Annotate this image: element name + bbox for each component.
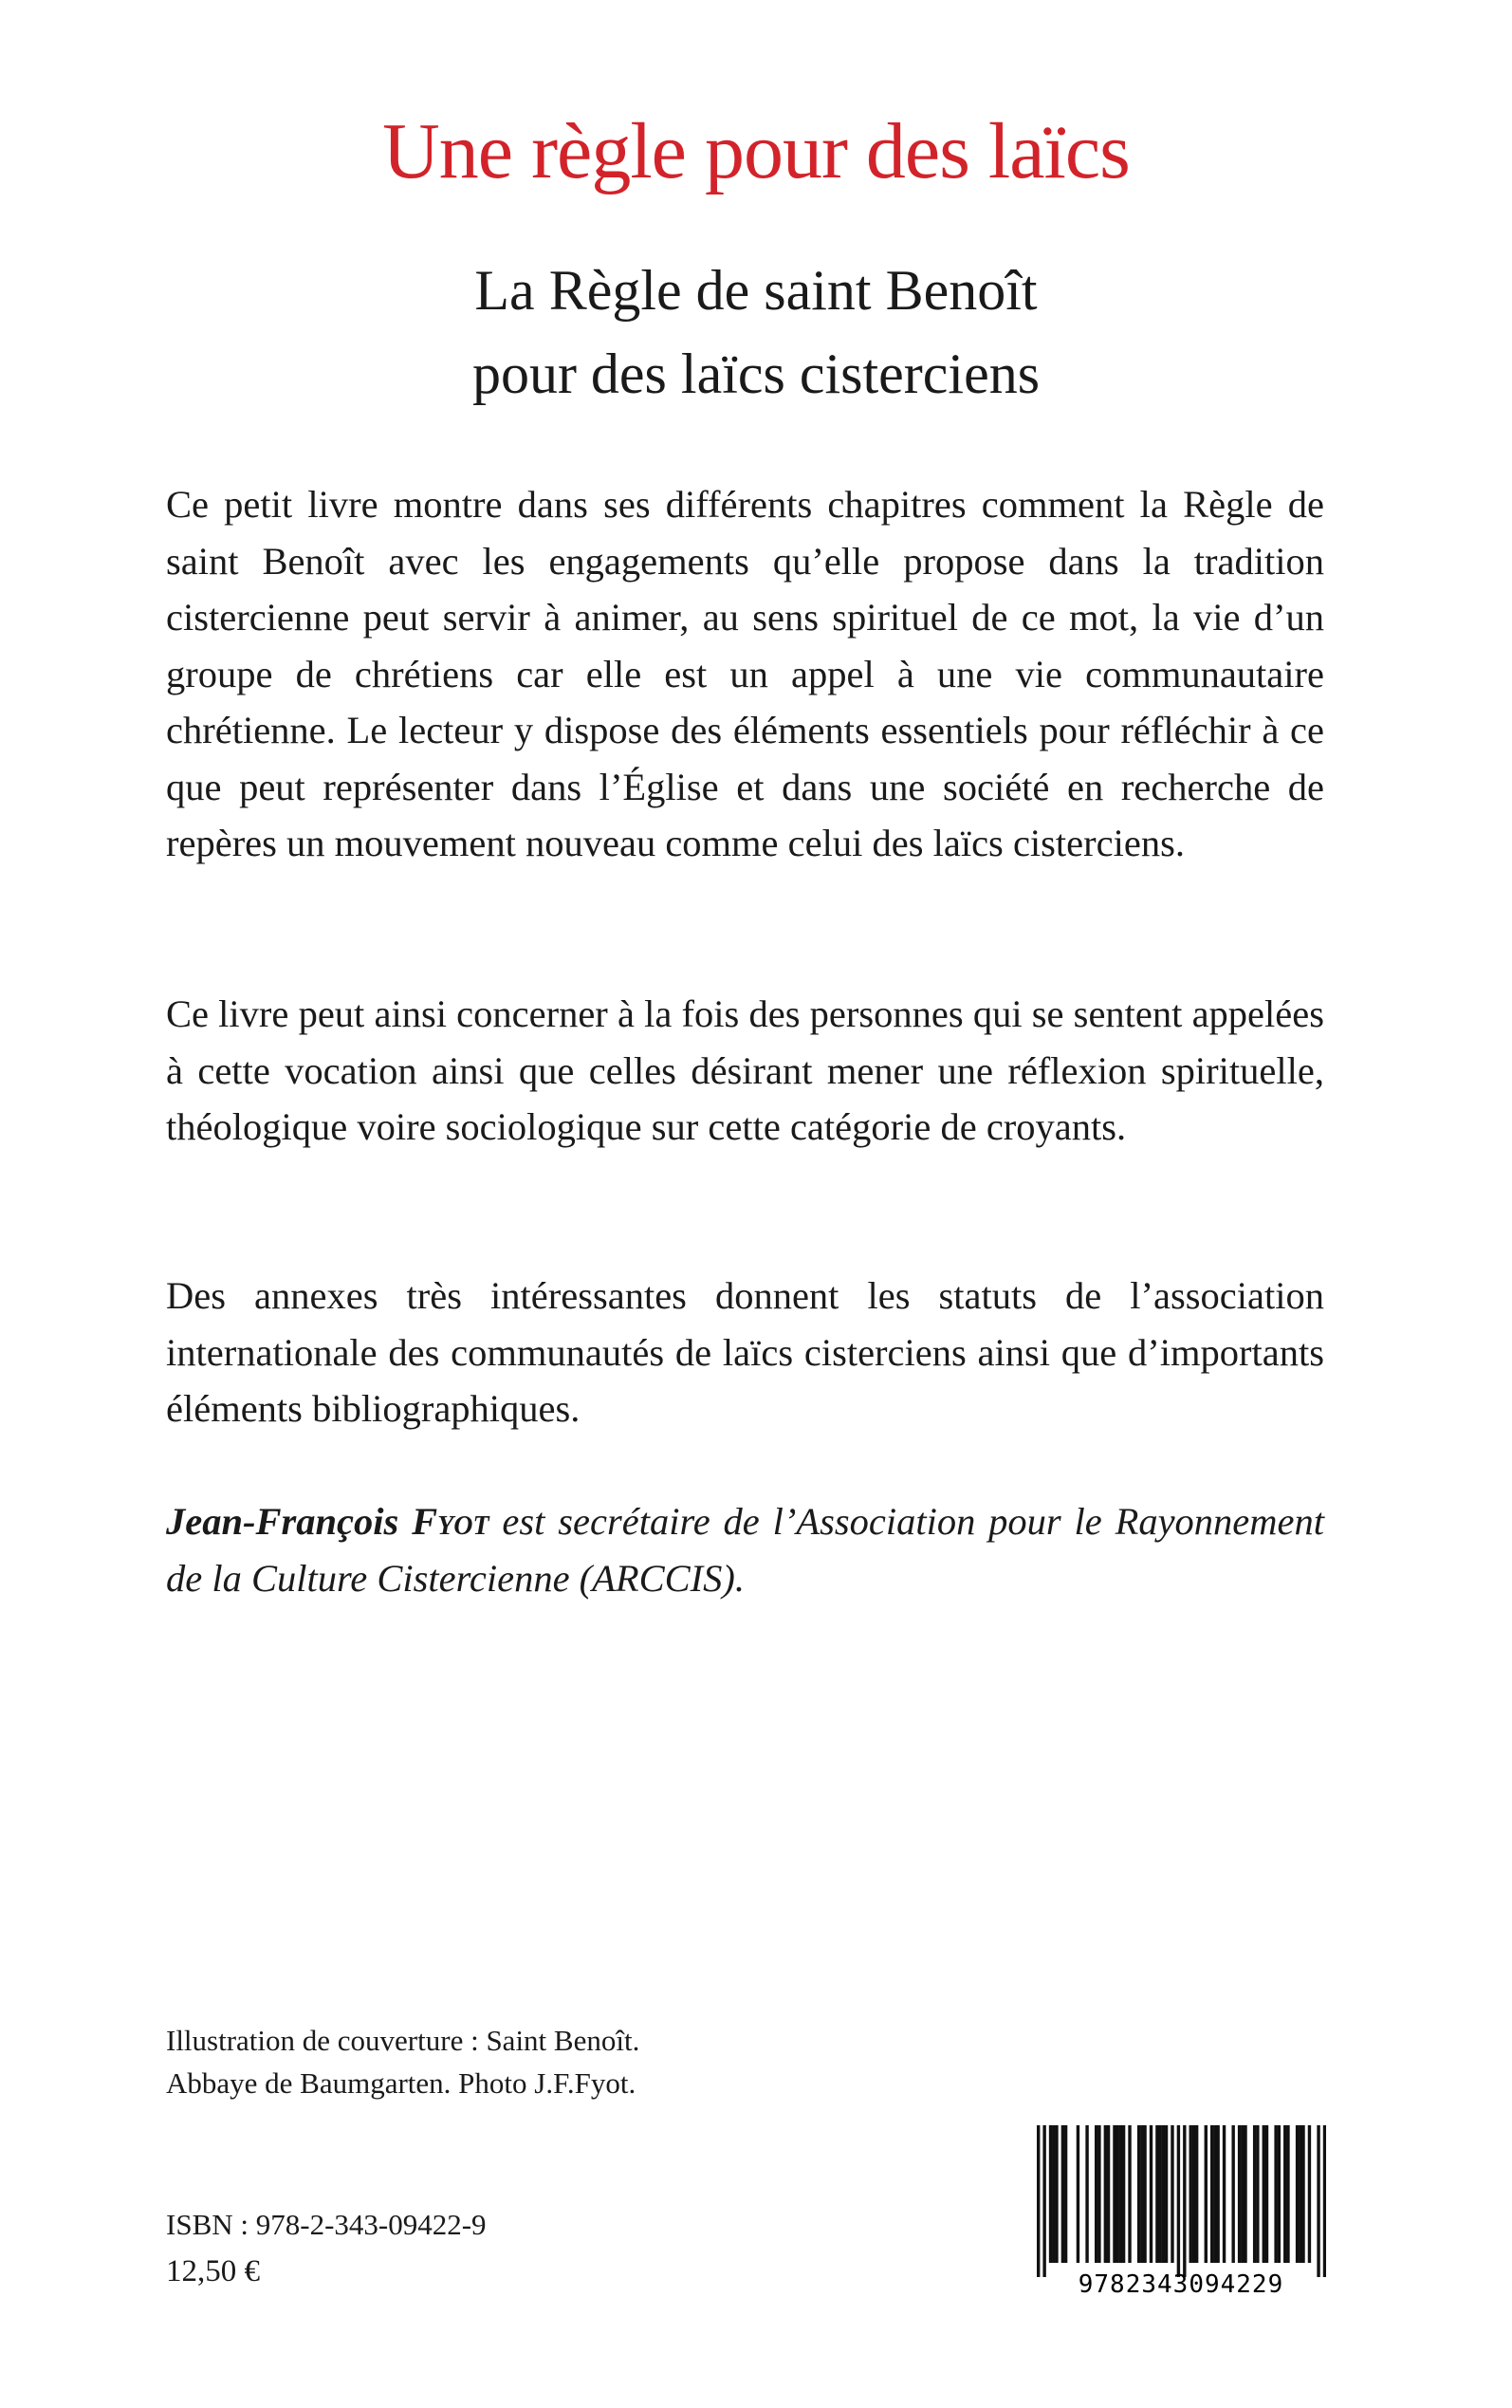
- barcode-bar: [1189, 2125, 1192, 2263]
- barcode-bar: [1278, 2125, 1281, 2263]
- credits-line-1: Illustration de couverture : Saint Benoît.: [166, 2024, 640, 2057]
- barcode-bar: [1042, 2125, 1045, 2277]
- barcode-bar: [1296, 2125, 1299, 2263]
- author-bio: [166, 1493, 1324, 1606]
- barcode-bar: [1122, 2125, 1125, 2263]
- barcode-bar: [1116, 2125, 1118, 2263]
- barcode-bar: [1231, 2125, 1234, 2263]
- barcode-bar: [1286, 2125, 1289, 2263]
- subtitle-line-2: pour des laïcs cisterciens: [471, 343, 1041, 405]
- author-last-name: Fyot: [412, 1500, 489, 1543]
- barcode-digits: 9782343094229: [1078, 2270, 1284, 2296]
- barcode-bar: [1037, 2125, 1040, 2277]
- barcode-bar: [1183, 2125, 1186, 2277]
- barcode-bar: [1177, 2125, 1180, 2277]
- summary-paragraph-1: Ce petit livre montre dans ses différents chapitres comment la Règle de saint Benoît avec les engagements qu’elle propose dans la tradition cistercienne peut servir à animer, au sens spirituel de ce mot, la vie d’un groupe de chrétiens car elle est un appel à une vie communautaire chrétienne. Le lecteur y dispose des éléments essentiels pour réfléchir à ce que peut représenter dans l’Église et dans une société en recherche de repères un mouvement nouveau comme celui des laïcs cisterciens.: [166, 483, 1324, 864]
- barcode-bar: [1283, 2125, 1286, 2263]
- author-first-name: Jean-François: [166, 1500, 399, 1543]
- barcode-bar: [1195, 2125, 1198, 2263]
- barcode-bar: [1205, 2125, 1208, 2263]
- barcode-bar: [1256, 2125, 1259, 2263]
- barcode-bars: [1037, 2125, 1326, 2277]
- barcode-bar: [1299, 2125, 1301, 2263]
- barcode-bar: [1097, 2125, 1100, 2263]
- barcode-bar: [1137, 2125, 1140, 2263]
- barcode-bar: [1077, 2125, 1079, 2263]
- barcode-bar: [1301, 2125, 1304, 2263]
- barcode-bar: [1119, 2125, 1122, 2263]
- barcode-bar: [1265, 2125, 1268, 2263]
- barcode-bar: [1150, 2125, 1152, 2263]
- barcode-bar: [1244, 2125, 1246, 2263]
- barcode-bar: [1104, 2125, 1107, 2263]
- barcode-bar: [1165, 2125, 1168, 2263]
- barcode-bar: [1210, 2125, 1213, 2263]
- barcode-bar: [1241, 2125, 1244, 2263]
- barcode-bar: [1274, 2125, 1277, 2263]
- summary-paragraph-2: Ce livre peut ainsi concerner à la fois des personnes qui se sentent appelées à cette vocation ainsi que celles désirant mener une réflexion spirituelle, théologique voire sociologique sur cette catégorie de croyants.: [166, 992, 1324, 1148]
- barcode-bar: [1317, 2125, 1319, 2277]
- isbn: ISBN : 978-2-343-09422-9: [166, 2208, 487, 2241]
- barcode-bar: [1061, 2125, 1064, 2263]
- barcode-bar: [1213, 2125, 1216, 2263]
- barcode-bar: [1049, 2125, 1052, 2263]
- barcode-bar: [1140, 2125, 1143, 2263]
- barcode-bar: [1162, 2125, 1165, 2263]
- barcode-bar: [1308, 2125, 1311, 2263]
- barcode-bar: [1143, 2125, 1146, 2263]
- barcode-bar: [1171, 2125, 1173, 2263]
- isbn-barcode: [1037, 2125, 1326, 2296]
- illustration-credits: [166, 2019, 639, 2104]
- barcode-bar: [1055, 2125, 1058, 2263]
- barcode-bar: [1323, 2125, 1326, 2277]
- barcode-bar: [1113, 2125, 1116, 2263]
- barcode-bar: [1238, 2125, 1241, 2263]
- price: 12,50 €: [166, 2254, 260, 2288]
- book-subtitle: [0, 249, 1512, 416]
- credits-line-2: Abbaye de Baumgarten. Photo J.F.Fyot.: [166, 2066, 636, 2100]
- barcode-bar: [1064, 2125, 1067, 2263]
- summary-paragraph-3: Des annexes très intéressantes donnent les statuts de l’association internationale des communautés de laïcs cisterciens ainsi que d’importants éléments bibliographiques.: [166, 1274, 1324, 1430]
- barcode-bar: [1158, 2125, 1161, 2263]
- barcode-bar: [1223, 2125, 1226, 2263]
- barcode-bar: [1155, 2125, 1158, 2263]
- barcode-bar: [1263, 2125, 1265, 2263]
- author-bio-text: est secrétaire de l’Association pour le Rayonnement de la Culture Cistercienne (ARCCIS).: [166, 1500, 1324, 1600]
- barcode-bar: [1052, 2125, 1055, 2263]
- subtitle-line-1: La Règle de saint Benoît: [474, 259, 1038, 322]
- barcode-bar: [1192, 2125, 1195, 2263]
- barcode-bar: [1085, 2125, 1088, 2263]
- book-title: Une règle pour des laïcs: [382, 107, 1130, 195]
- barcode-bar: [1216, 2125, 1219, 2263]
- barcode-bar: [1095, 2125, 1097, 2263]
- barcode-bar: [1107, 2125, 1110, 2263]
- barcode-bar: [1128, 2125, 1131, 2263]
- barcode-bar: [1253, 2125, 1256, 2263]
